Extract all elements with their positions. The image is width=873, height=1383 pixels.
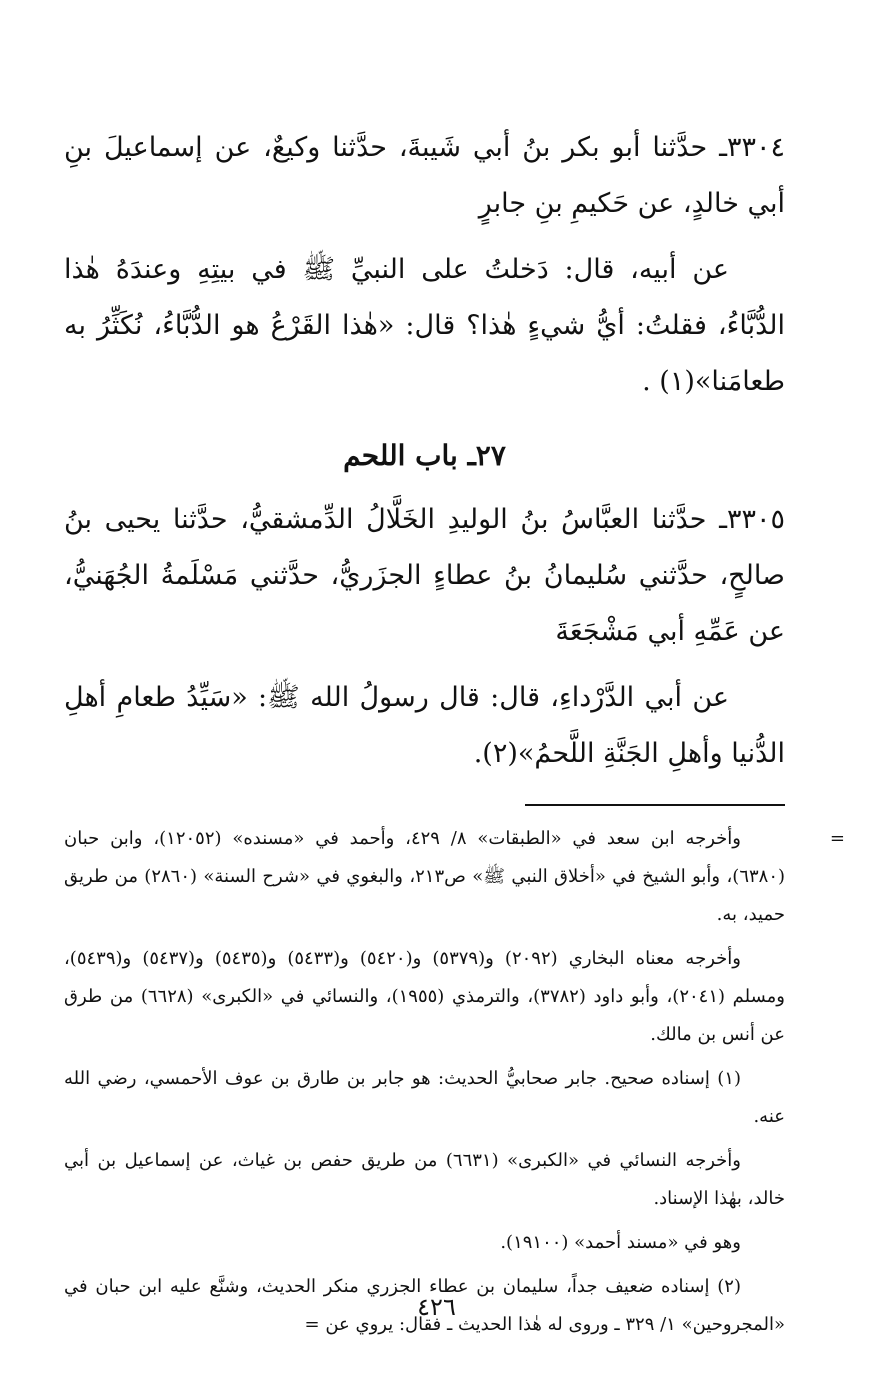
footnote-continuation-2: وأخرجه معناه البخاري (٢٠٩٢) و(٥٣٧٩) و(٥٤٢٠) و(٥٤٣٣) و(٥٤٣٥) و(٥٤٣٧) و(٥٤٣٩)، ومسلم (٢٠٤١)، وأبو داود (٣٧٨٢)، والترمذي (١٩٥٥)، والنسائي في «الكبرى» (٦٦٢٨) من طرق عن أنس بن مالك. bbox=[64, 948, 785, 1045]
footnotes bbox=[64, 820, 845, 1344]
hadith-3305-text: عن أبي الدَّرْداءِ، قال: قال رسولُ الله ﷺ: «سَيِّدُ طعامِ أهلِ الدُّنيا وأهلِ الجَنَّةِ اللَّحمُ»(٢). bbox=[64, 682, 785, 769]
continuation-mark: = bbox=[829, 828, 845, 849]
chapter-heading: ٢٧ـ باب اللحم bbox=[343, 439, 506, 472]
footnote-1-musnad: وهو في «مسند أحمد» (١٩١٠٠). bbox=[500, 1232, 741, 1253]
page-number: ٤٢٦ bbox=[417, 1293, 456, 1321]
footnote-1-sources: وأخرجه النسائي في «الكبرى» (٦٦٣١) من طريق حفص بن غياث، عن إسماعيل بن أبي خالد، بهٰذا الإسناد. bbox=[64, 1150, 785, 1209]
footnote-1: (١) إسناده صحيح. جابر صحابيُّ الحديث: هو جابر بن طارق بن عوف الأحمسي، رضي الله عنه. bbox=[64, 1068, 785, 1127]
hadith-3304-chain: ٣٣٠٤ـ حدَّثنا أبو بكر بنُ أبي شَيبةَ، حدَّثنا وكيعٌ، عن إسماعيلَ بنِ أبي خالدٍ، عن حَكيمِ بنِ جابرٍ bbox=[64, 132, 785, 219]
main-text bbox=[64, 120, 785, 782]
hadith-3304-text: عن أبيه، قال: دَخلتُ على النبيِّ ﷺ في بيتِهِ وعندَهُ هٰذا الدُّبَّاءُ، فقلتُ: أيُّ شيءٍ هٰذا؟ قال: «هٰذا القَرْعُ هو الدُّبَّاءُ، نُكَثِّرُ به طعامَنا»(١) . bbox=[64, 254, 785, 397]
footnote-continuation-1-text: وأخرجه ابن سعد في «الطبقات» ٨/ ٤٢٩، وأحمد في «مسنده» (١٢٠٥٢)، وابن حبان (٦٣٨٠)، وأبو الشيخ في «أخلاق النبي ﷺ» ص٢١٣، والبغوي في «شرح السنة» (٢٨٦٠) من طريق حميد، به. bbox=[64, 828, 786, 925]
footnote-continuation-1 bbox=[64, 820, 845, 934]
hadith-3305-chain: ٣٣٠٥ـ حدَّثنا العبَّاسُ بنُ الوليدِ الخَلَّالُ الدِّمشقيُّ، حدَّثنا يحيى بنُ صالحٍ، حدَّثني سُليمانُ بنُ عطاءٍ الجزَريُّ، حدَّثني مَسْلَمةُ الجُهَنيُّ، عن عَمِّهِ أبي مَشْجَعَةَ bbox=[64, 504, 785, 647]
footnote-divider bbox=[525, 804, 785, 806]
footnote-2: (٢) إسناده ضعيف جداً، سليمان بن عطاء الجزري منكر الحديث، وشنَّع عليه ابن حبان في «المجروحين» ١/ ٣٢٩ ـ وروى له هٰذا الحديث ـ فقال: يروي عن = bbox=[64, 1276, 785, 1335]
